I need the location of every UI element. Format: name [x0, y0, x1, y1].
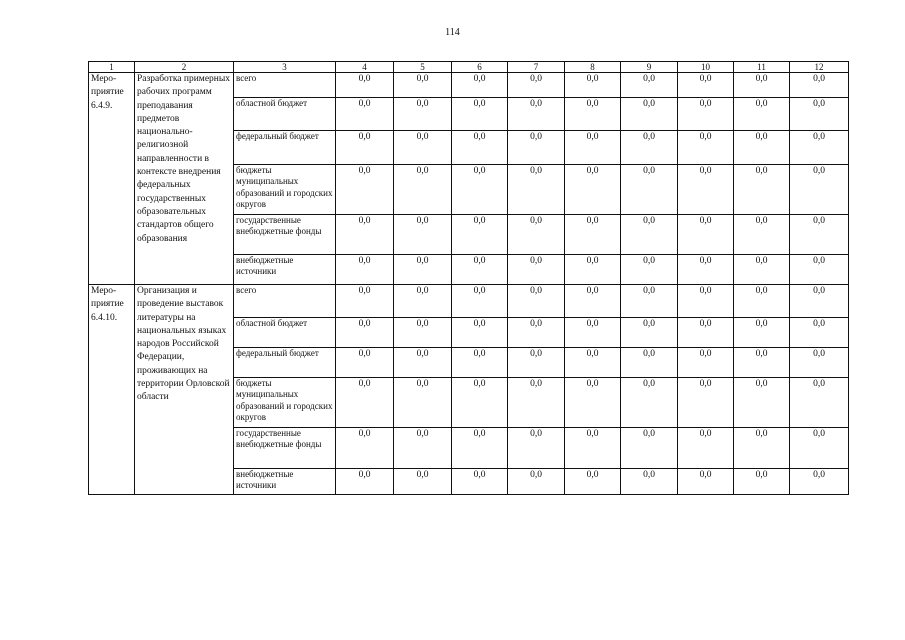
amount-cell: 0,0 — [565, 215, 621, 255]
column-header: 5 — [394, 62, 452, 73]
column-header: 6 — [452, 62, 508, 73]
amount-cell: 0,0 — [565, 165, 621, 215]
amount-cell: 0,0 — [394, 255, 452, 285]
column-header: 3 — [234, 62, 336, 73]
amount-cell: 0,0 — [621, 165, 678, 215]
funding-source: областной бюджет — [234, 98, 336, 131]
amount-cell: 0,0 — [565, 428, 621, 469]
amount-cell: 0,0 — [621, 98, 678, 131]
funding-source: всего — [234, 73, 336, 98]
amount-cell: 0,0 — [565, 98, 621, 131]
amount-cell: 0,0 — [790, 285, 849, 318]
amount-cell: 0,0 — [508, 98, 565, 131]
amount-cell: 0,0 — [678, 428, 734, 469]
amount-cell: 0,0 — [621, 255, 678, 285]
measure-name: Организация и проведение выставок литературы на национальных языках народов Российской Федерации, проживающих на территории Орловской области — [135, 285, 234, 495]
amount-cell: 0,0 — [734, 285, 790, 318]
amount-cell: 0,0 — [621, 428, 678, 469]
amount-cell: 0,0 — [508, 428, 565, 469]
amount-cell: 0,0 — [394, 165, 452, 215]
funding-source: всего — [234, 285, 336, 318]
funding-source: бюджеты муниципальных образований и городских округов — [234, 165, 336, 215]
amount-cell: 0,0 — [790, 428, 849, 469]
amount-cell: 0,0 — [336, 348, 394, 378]
amount-cell: 0,0 — [565, 285, 621, 318]
amount-cell: 0,0 — [621, 348, 678, 378]
amount-cell: 0,0 — [336, 285, 394, 318]
amount-cell: 0,0 — [394, 131, 452, 165]
amount-cell: 0,0 — [452, 378, 508, 428]
amount-cell: 0,0 — [452, 285, 508, 318]
amount-cell: 0,0 — [678, 285, 734, 318]
amount-cell: 0,0 — [734, 255, 790, 285]
column-header: 4 — [336, 62, 394, 73]
amount-cell: 0,0 — [734, 131, 790, 165]
amount-cell: 0,0 — [508, 165, 565, 215]
amount-cell: 0,0 — [452, 428, 508, 469]
column-header: 9 — [621, 62, 678, 73]
amount-cell: 0,0 — [508, 255, 565, 285]
amount-cell: 0,0 — [508, 378, 565, 428]
table-row — [89, 73, 849, 98]
amount-cell: 0,0 — [565, 378, 621, 428]
amount-cell: 0,0 — [790, 215, 849, 255]
amount-cell: 0,0 — [678, 378, 734, 428]
amount-cell: 0,0 — [394, 98, 452, 131]
amount-cell: 0,0 — [336, 131, 394, 165]
column-header: 7 — [508, 62, 565, 73]
amount-cell: 0,0 — [790, 131, 849, 165]
amount-cell: 0,0 — [734, 165, 790, 215]
amount-cell: 0,0 — [678, 131, 734, 165]
measure-code: Меро- приятие 6.4.9. — [89, 73, 135, 285]
amount-cell: 0,0 — [452, 348, 508, 378]
amount-cell: 0,0 — [452, 131, 508, 165]
funding-source: федеральный бюджет — [234, 131, 336, 165]
amount-cell: 0,0 — [394, 378, 452, 428]
amount-cell: 0,0 — [508, 318, 565, 348]
amount-cell: 0,0 — [508, 348, 565, 378]
measure-code: Меро- приятие 6.4.10. — [89, 285, 135, 495]
amount-cell: 0,0 — [508, 469, 565, 495]
funding-source: внебюджетные источники — [234, 255, 336, 285]
amount-cell: 0,0 — [734, 469, 790, 495]
column-header: 12 — [790, 62, 849, 73]
amount-cell: 0,0 — [394, 428, 452, 469]
table-body — [89, 73, 849, 495]
amount-cell: 0,0 — [678, 215, 734, 255]
amount-cell: 0,0 — [734, 428, 790, 469]
amount-cell: 0,0 — [336, 215, 394, 255]
amount-cell: 0,0 — [394, 73, 452, 98]
amount-cell: 0,0 — [452, 73, 508, 98]
amount-cell: 0,0 — [452, 98, 508, 131]
amount-cell: 0,0 — [678, 348, 734, 378]
amount-cell: 0,0 — [621, 469, 678, 495]
amount-cell: 0,0 — [394, 285, 452, 318]
amount-cell: 0,0 — [621, 285, 678, 318]
amount-cell: 0,0 — [336, 318, 394, 348]
amount-cell: 0,0 — [678, 98, 734, 131]
amount-cell: 0,0 — [565, 255, 621, 285]
amount-cell: 0,0 — [621, 378, 678, 428]
amount-cell: 0,0 — [336, 255, 394, 285]
column-header: 2 — [135, 62, 234, 73]
amount-cell: 0,0 — [336, 428, 394, 469]
column-header: 10 — [678, 62, 734, 73]
amount-cell: 0,0 — [336, 98, 394, 131]
amount-cell: 0,0 — [790, 469, 849, 495]
amount-cell: 0,0 — [394, 318, 452, 348]
amount-cell: 0,0 — [678, 165, 734, 215]
amount-cell: 0,0 — [790, 73, 849, 98]
amount-cell: 0,0 — [621, 318, 678, 348]
amount-cell: 0,0 — [678, 255, 734, 285]
amount-cell: 0,0 — [336, 469, 394, 495]
amount-cell: 0,0 — [565, 131, 621, 165]
funding-source: внебюджетные источники — [234, 469, 336, 495]
amount-cell: 0,0 — [790, 165, 849, 215]
amount-cell: 0,0 — [394, 348, 452, 378]
amount-cell: 0,0 — [336, 165, 394, 215]
amount-cell: 0,0 — [565, 348, 621, 378]
amount-cell: 0,0 — [734, 73, 790, 98]
amount-cell: 0,0 — [508, 285, 565, 318]
amount-cell: 0,0 — [336, 73, 394, 98]
page-number: 114 — [445, 27, 460, 38]
column-header: 1 — [89, 62, 135, 73]
header-row — [89, 62, 849, 73]
amount-cell: 0,0 — [790, 318, 849, 348]
amount-cell: 0,0 — [394, 215, 452, 255]
amount-cell: 0,0 — [336, 378, 394, 428]
amount-cell: 0,0 — [394, 469, 452, 495]
amount-cell: 0,0 — [508, 73, 565, 98]
amount-cell: 0,0 — [621, 73, 678, 98]
amount-cell: 0,0 — [508, 215, 565, 255]
amount-cell: 0,0 — [452, 318, 508, 348]
amount-cell: 0,0 — [452, 469, 508, 495]
amount-cell: 0,0 — [565, 73, 621, 98]
amount-cell: 0,0 — [508, 131, 565, 165]
amount-cell: 0,0 — [734, 318, 790, 348]
amount-cell: 0,0 — [565, 469, 621, 495]
amount-cell: 0,0 — [734, 215, 790, 255]
amount-cell: 0,0 — [790, 348, 849, 378]
column-header: 11 — [734, 62, 790, 73]
amount-cell: 0,0 — [452, 215, 508, 255]
amount-cell: 0,0 — [790, 98, 849, 131]
funding-source: федеральный бюджет — [234, 348, 336, 378]
amount-cell: 0,0 — [790, 378, 849, 428]
amount-cell: 0,0 — [734, 348, 790, 378]
amount-cell: 0,0 — [678, 318, 734, 348]
column-header: 8 — [565, 62, 621, 73]
amount-cell: 0,0 — [734, 98, 790, 131]
funding-source: областной бюджет — [234, 318, 336, 348]
amount-cell: 0,0 — [452, 255, 508, 285]
amount-cell: 0,0 — [678, 469, 734, 495]
funding-source: бюджеты муниципальных образований и городских округов — [234, 378, 336, 428]
amount-cell: 0,0 — [734, 378, 790, 428]
amount-cell: 0,0 — [678, 73, 734, 98]
table-row — [89, 285, 849, 318]
funding-source: государственные внебюджетные фонды — [234, 428, 336, 469]
amount-cell: 0,0 — [452, 165, 508, 215]
budget-table — [88, 61, 849, 495]
amount-cell: 0,0 — [565, 318, 621, 348]
amount-cell: 0,0 — [621, 215, 678, 255]
amount-cell: 0,0 — [790, 255, 849, 285]
measure-name: Разработка примерных рабочих программ преподавания предметов национально-религиозной направленности в контексте внедрения федеральных государственных образовательных стандартов общего образования — [135, 73, 234, 285]
funding-source: государственные внебюджетные фонды — [234, 215, 336, 255]
amount-cell: 0,0 — [621, 131, 678, 165]
